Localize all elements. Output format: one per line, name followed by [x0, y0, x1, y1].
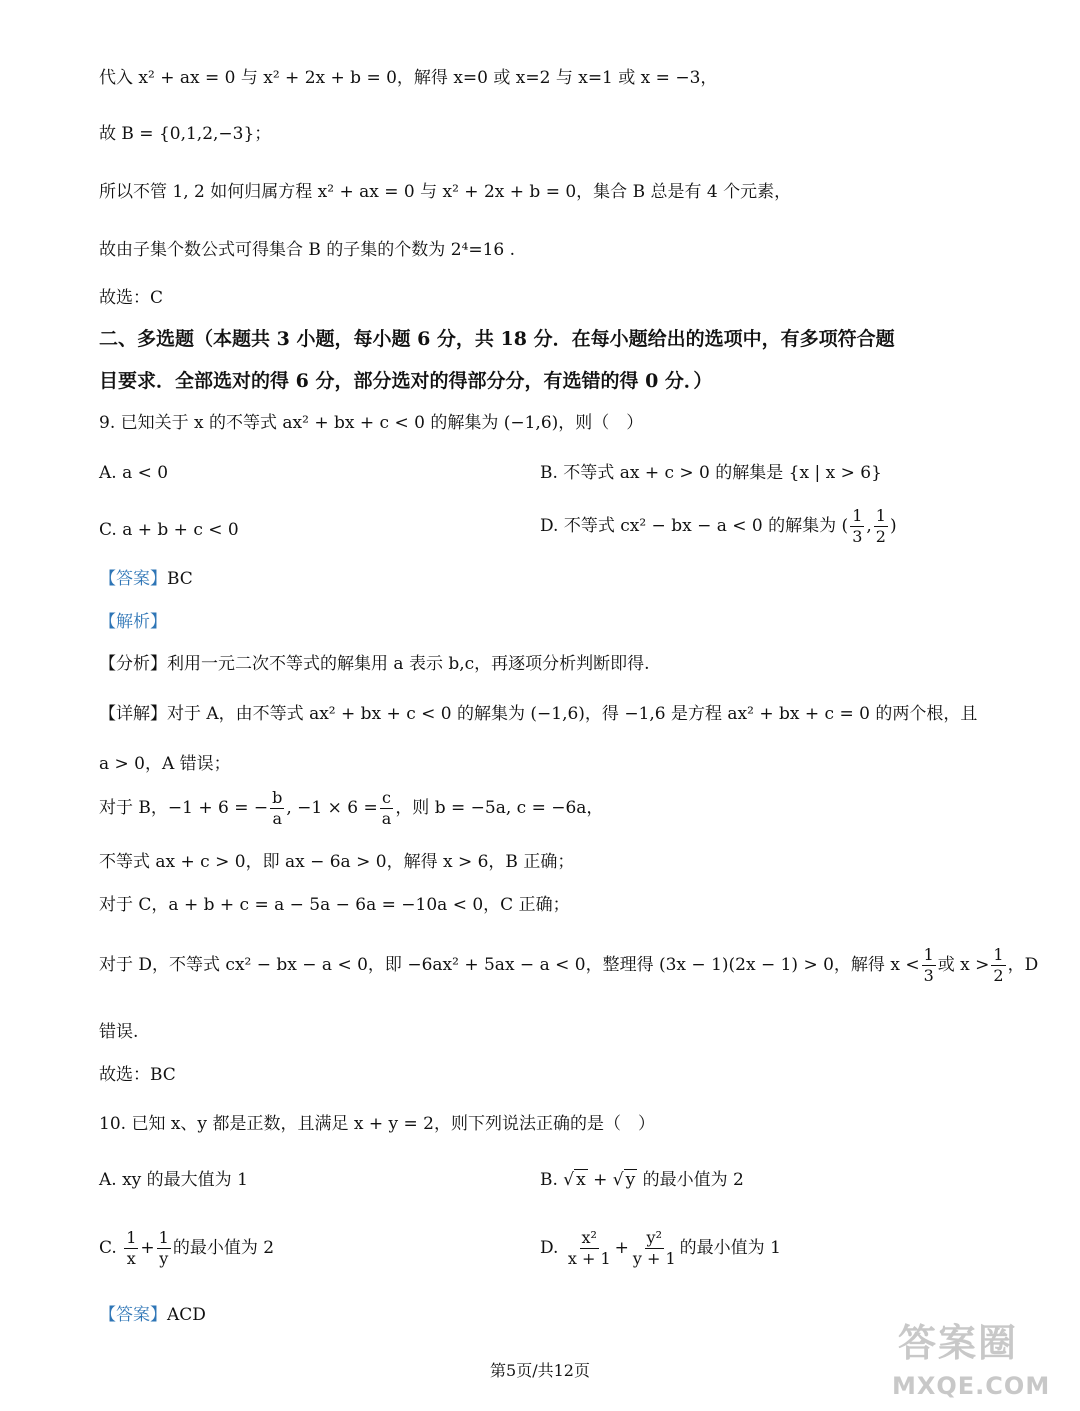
question-9-stem: 9. 已知关于 x 的不等式 ax² + bx + c < 0 的解集为 (−1,6)，则（ ） [99, 413, 644, 433]
q9-answer: 【答案】BC [99, 569, 193, 589]
text-line-2: 故 B = {0,1,2,−3}； [99, 124, 272, 144]
fraction: $\frac{c}{a}$ [381, 788, 392, 828]
watermark-url: MXQE.COM [892, 1372, 1051, 1400]
q9-d-analysis: 对于 D，不等式 cx² − bx − a < 0，即 −6ax² + 5ax − a < 0，整理得 (3x − 1)(2x − 1) > 0，解得 x < $\frac{1}{3}$ 或 x > $\frac{1}{2}$ ，D [99, 945, 1039, 985]
section-heading-line-1: 二、多选题（本题共 3 小题，每小题 6 分，共 18 分．在每小题给出的选项中，有多项符合题 [99, 328, 895, 350]
q9-option-a: A. a < 0 [99, 463, 169, 483]
q9-choose: 故选：BC [99, 1065, 176, 1085]
section-heading-line-2: 目要求．全部选对的得 6 分，部分选对的得部分分，有选错的得 0 分．） [99, 370, 713, 392]
q9-b-analysis-2: 不等式 ax + c > 0，即 ax − 6a > 0，解得 x > 6，B 正确； [99, 852, 575, 872]
q10-answer: 【答案】ACD [99, 1305, 206, 1325]
q9-xiangjie-line-2: a > 0，A 错误； [99, 754, 231, 774]
fraction: $\frac{1}{x}$ [126, 1228, 137, 1268]
fraction: $\frac{\text{y²}}{y + 1}$ [632, 1228, 676, 1268]
text-line-4: 故由子集个数公式可得集合 B 的子集的个数为 2⁴=16 . [99, 240, 516, 260]
q9-option-c: C. a + b + c < 0 [99, 520, 239, 540]
q9-option-d: D. 不等式 cx² − bx − a < 0 的解集为 ( $\frac{1}{3}$ , $\frac{1}{2}$ ) [540, 506, 897, 546]
q9-c-analysis: 对于 C，a + b + c = a − 5a − 6a = −10a < 0，C 正确； [99, 895, 570, 915]
q9-b-analysis: 对于 B，−1 + 6 = − $\frac{b}{a}$ , −1 × 6 = $\frac{c}{a}$ ，则 b = −5a, c = −6a， [99, 788, 604, 828]
fraction: $\frac{1}{3}$ [923, 945, 934, 985]
question-10-stem: 10. 已知 x、y 都是正数，且满足 x + y = 2，则下列说法正确的是（ ） [99, 1114, 655, 1134]
q9-xiangjie-line-1: 【详解】对于 A，由不等式 ax² + bx + c < 0 的解集为 (−1,6)，得 −1,6 是方程 ax² + bx + c = 0 的两个根，且 [99, 704, 978, 724]
q9-fenxi: 【分析】利用一元二次不等式的解集用 a 表示 b,c，再逐项分析判断即得. [99, 654, 650, 674]
fraction: $\frac{1}{3}$ [852, 506, 863, 546]
q10-option-b: B. √ x + √ y 的最小值为 2 [540, 1170, 744, 1190]
q9-option-d-text: D. 不等式 cx² − bx − a < 0 的解集为 ( [540, 516, 849, 536]
fraction: $\frac{1}{2}$ [993, 945, 1004, 985]
watermark-logo: 答案圈 [898, 1321, 1019, 1365]
fraction: $\frac{\text{x²}}{x + 1}$ [567, 1228, 611, 1268]
q9-d-analysis-2: 错误. [99, 1022, 139, 1042]
page-footer: 第5页/共12页 [490, 1361, 590, 1380]
fraction: $\frac{1}{y}$ [158, 1228, 169, 1268]
text-line-1: 代入 x² + ax = 0 与 x² + 2x + b = 0，解得 x=0 或 x=2 与 x=1 或 x = −3， [99, 68, 718, 88]
q10-option-c: C. $\frac{1}{x}$ + $\frac{1}{y}$ 的最小值为 2 [99, 1228, 275, 1268]
text-line-3: 所以不管 1, 2 如何归属方程 x² + ax = 0 与 x² + 2x + b = 0，集合 B 总是有 4 个元素， [99, 182, 792, 202]
fraction: $\frac{b}{a}$ [272, 788, 283, 828]
q10-option-d: D. $\frac{\text{x²}}{x + 1}$ + $\frac{\text{y²}}{y + 1}$ 的最小值为 1 [540, 1228, 781, 1268]
q9-option-b: B. 不等式 ax + c > 0 的解集是 {x | x > 6} [540, 463, 882, 483]
q10-option-a: A. xy 的最大值为 1 [99, 1170, 248, 1190]
fraction: $\frac{1}{2}$ [875, 506, 886, 546]
q9-analysis-tag: 【解析】 [99, 612, 167, 632]
text-line-5: 故选：C [99, 288, 164, 308]
